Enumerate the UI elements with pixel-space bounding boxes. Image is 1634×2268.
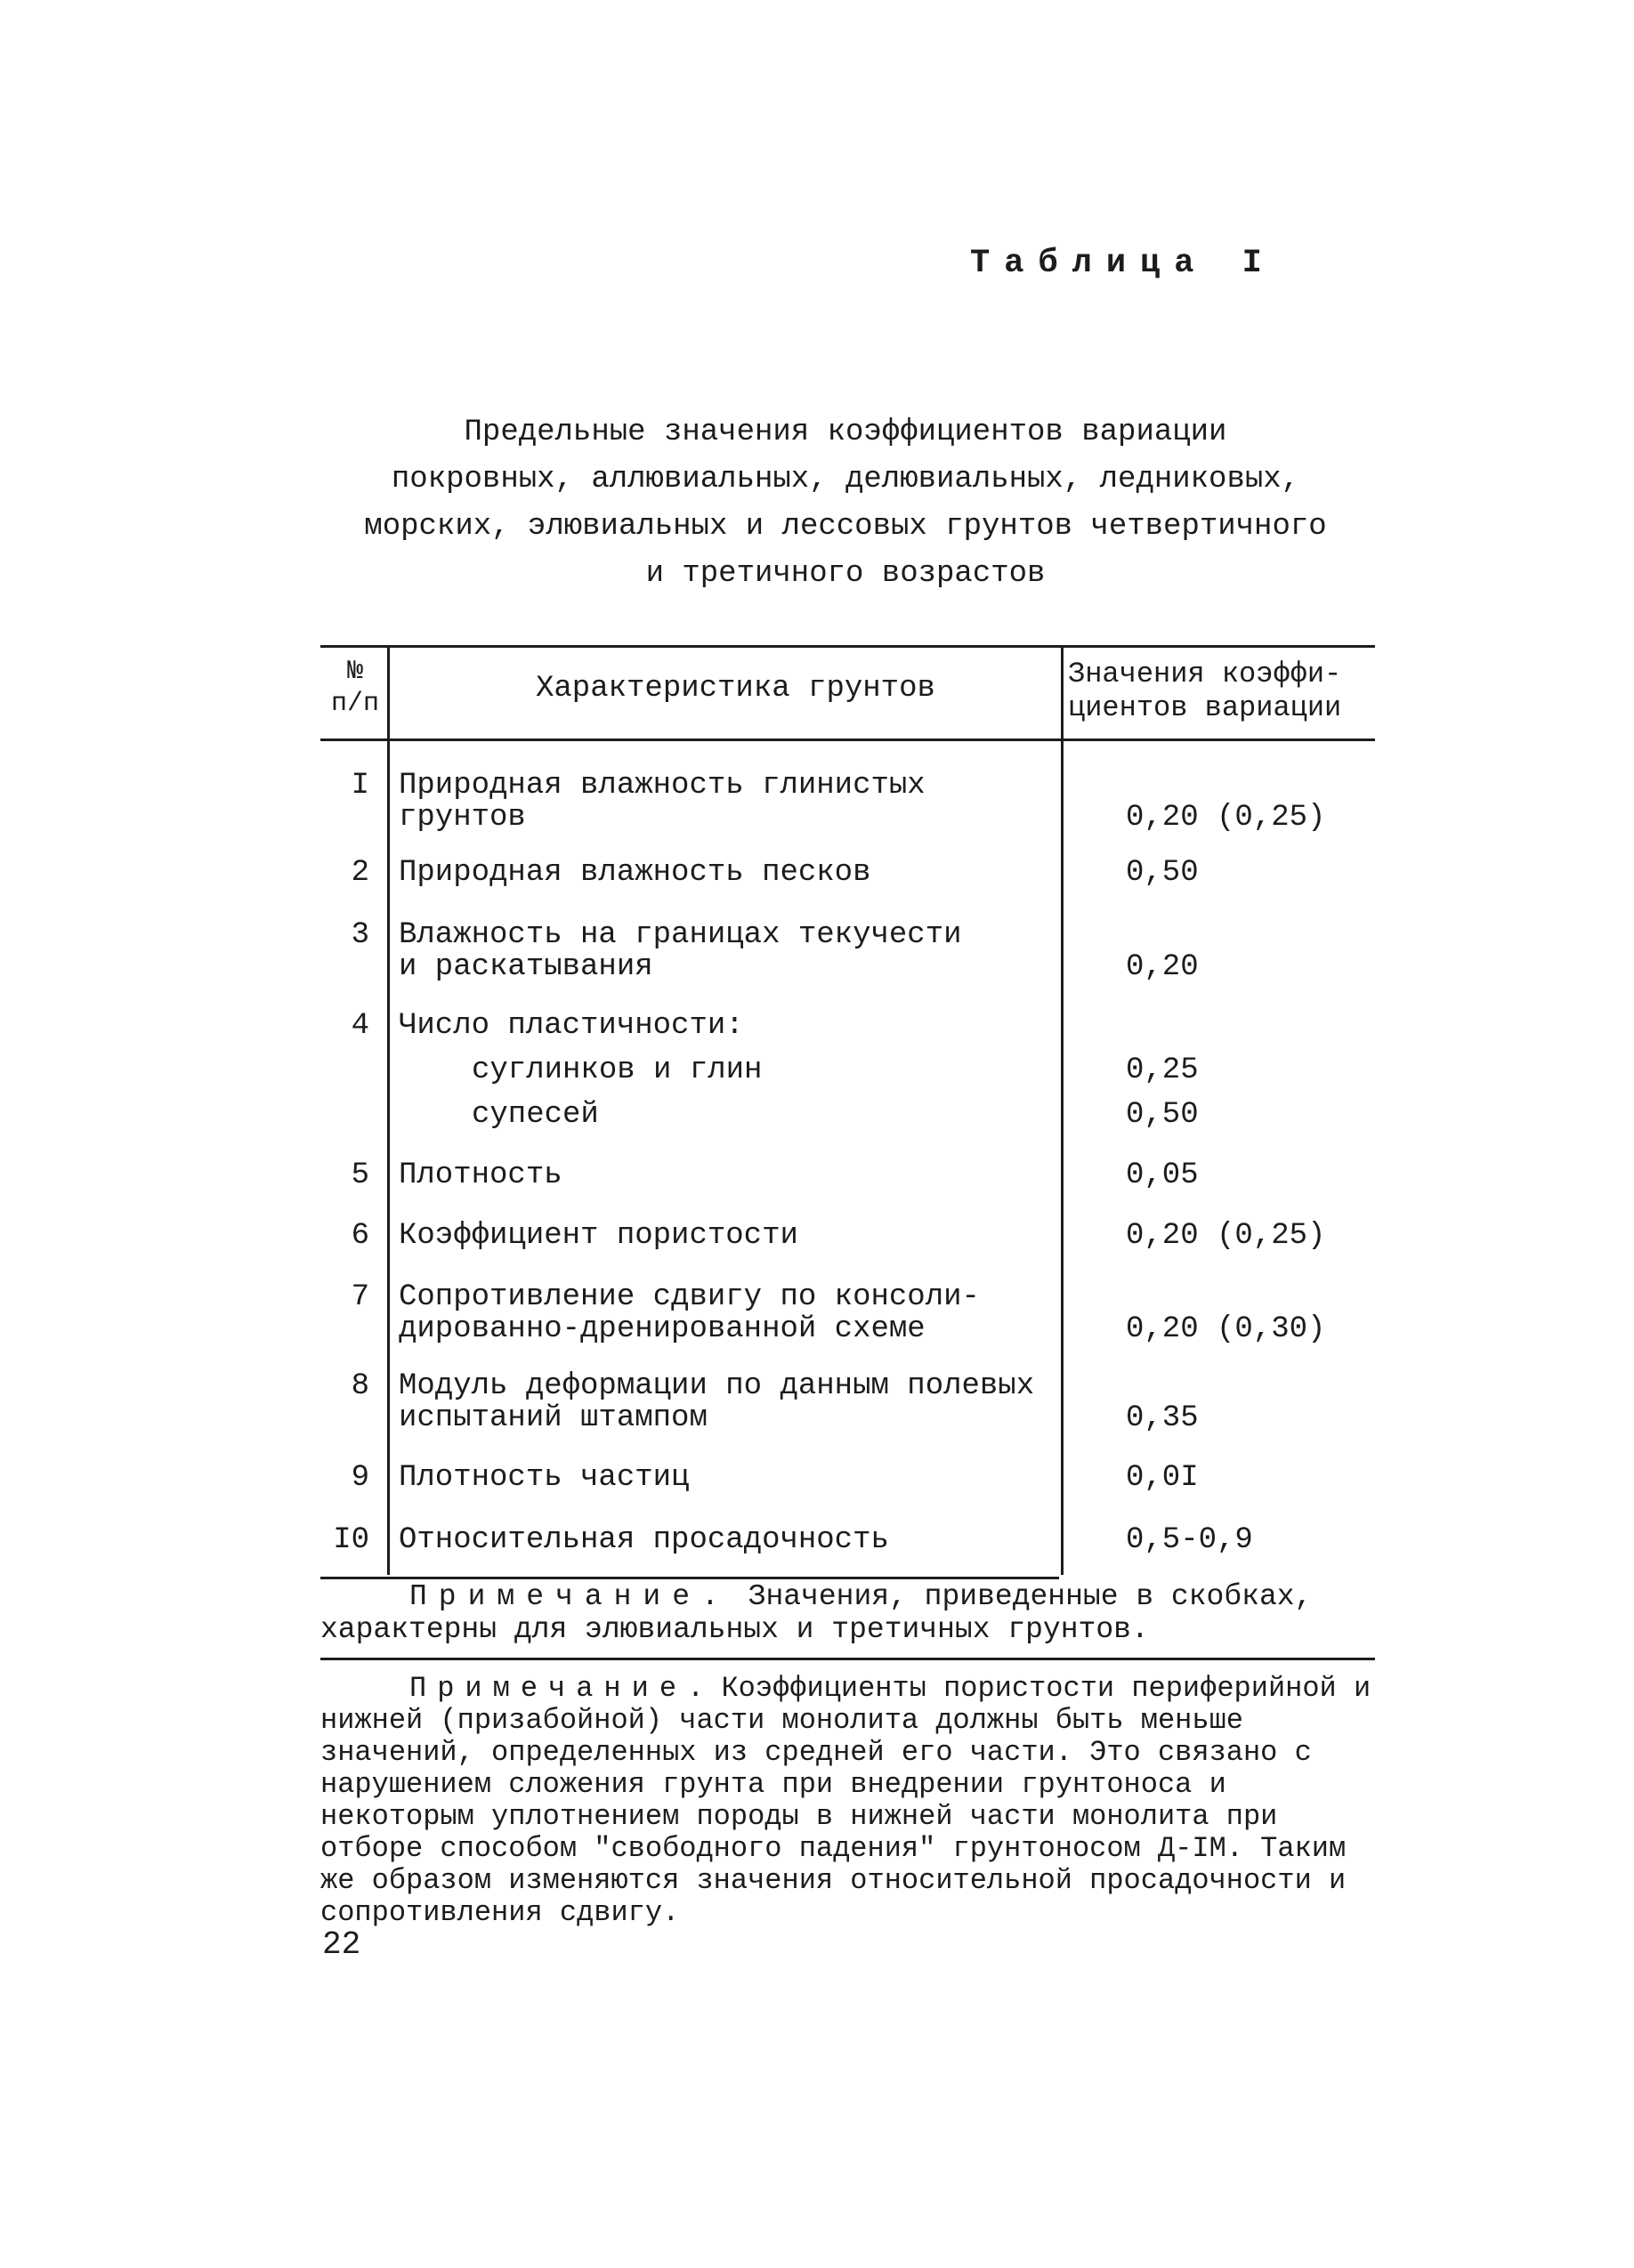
column-divider xyxy=(387,645,390,1575)
row-value: 0,20 xyxy=(1126,950,1199,984)
footnote xyxy=(320,1673,1375,1929)
row-characteristic: Коэффициент пористости xyxy=(399,1219,798,1253)
row-value: 0,50 xyxy=(1126,856,1199,890)
page-number: 22 xyxy=(322,1926,361,1963)
row-characteristic: Число пластичности: xyxy=(399,1009,744,1043)
row-number: I0 xyxy=(333,1523,369,1557)
table-top-rule xyxy=(320,645,1375,648)
row-number: 2 xyxy=(351,856,369,890)
table-note xyxy=(320,1580,1375,1646)
row-value: 0,35 xyxy=(1126,1401,1199,1435)
footnote-lead: Примечание xyxy=(409,1672,688,1705)
row-number: 8 xyxy=(351,1369,369,1403)
row-characteristic: Природная влажность песков xyxy=(399,856,871,890)
row-number: 3 xyxy=(351,918,369,952)
row-characteristic: Относительная просадочность xyxy=(399,1523,889,1557)
row-value: 0,5-0,9 xyxy=(1126,1523,1253,1557)
row-characteristic: суглинков и глин xyxy=(472,1053,763,1087)
row-characteristic: Плотность частиц xyxy=(399,1461,690,1495)
row-number: 5 xyxy=(351,1158,369,1192)
row-value: 0,20 (0,25) xyxy=(1126,801,1326,835)
row-value: 0,25 xyxy=(1126,1053,1199,1087)
row-number: 6 xyxy=(351,1219,369,1253)
note-lead: Примечание. xyxy=(409,1580,731,1613)
row-characteristic: супесей xyxy=(472,1098,599,1132)
row-value: 0,20 (0,30) xyxy=(1126,1312,1326,1346)
row-value: 0,20 (0,25) xyxy=(1126,1219,1326,1253)
row-characteristic: Природная влажность глинистых грунтов xyxy=(399,769,926,835)
row-characteristic: Плотность xyxy=(399,1158,562,1192)
footnote-text: . Коэффициенты пористости периферийной и нижней (призабойной) части монолита должны быть меньше значений, определенных из средней его части. Это связано с нарушением сложения грунта при внедрении грунтоноса и некоторым уплотнением породы в нижней части монолита при отборе способом "свободного падения" грунтоносом Д-IМ. Таким же образом изменяются значения относительной просадочности и сопротивления сдвигу. xyxy=(320,1672,1371,1929)
row-characteristic: Сопротивление сдвигу по консоли- дированно-дренированной схеме xyxy=(399,1280,980,1346)
row-characteristic: Модуль деформации по данным полевых испытаний штампом xyxy=(399,1369,1035,1435)
header-bottom-rule xyxy=(320,739,1375,741)
table-caption: Предельные значения коэффициентов вариации покровных, аллювиальных, делювиальных, ледниковых, морских, элювиальных и лессовых грунтов четвертичного и третичного возрастов xyxy=(364,416,1327,591)
row-value: 0,05 xyxy=(1126,1158,1199,1192)
header-characteristic-label: Характеристика грунтов xyxy=(536,672,935,706)
row-number: 4 xyxy=(351,1009,369,1043)
row-value: 0,50 xyxy=(1126,1098,1199,1132)
row-number: I xyxy=(351,769,369,803)
row-number: 7 xyxy=(351,1280,369,1314)
header-number: № п/п xyxy=(330,657,379,719)
table-title: Таблица I xyxy=(970,245,1276,282)
coefficients-table xyxy=(320,645,1375,1579)
note-text: Значения, приведенные в скобках, характерны для элювиальных и третичных грунтов. xyxy=(320,1580,1313,1646)
row-value: 0,0I xyxy=(1126,1461,1199,1495)
footnote-rule xyxy=(320,1658,1375,1660)
row-characteristic: Влажность на границах текучести и раскатывания xyxy=(399,918,962,984)
table-bottom-rule xyxy=(320,1577,1059,1579)
header-value: Значения коэффи- циентов вариации xyxy=(1068,658,1342,724)
row-number: 9 xyxy=(351,1461,369,1495)
